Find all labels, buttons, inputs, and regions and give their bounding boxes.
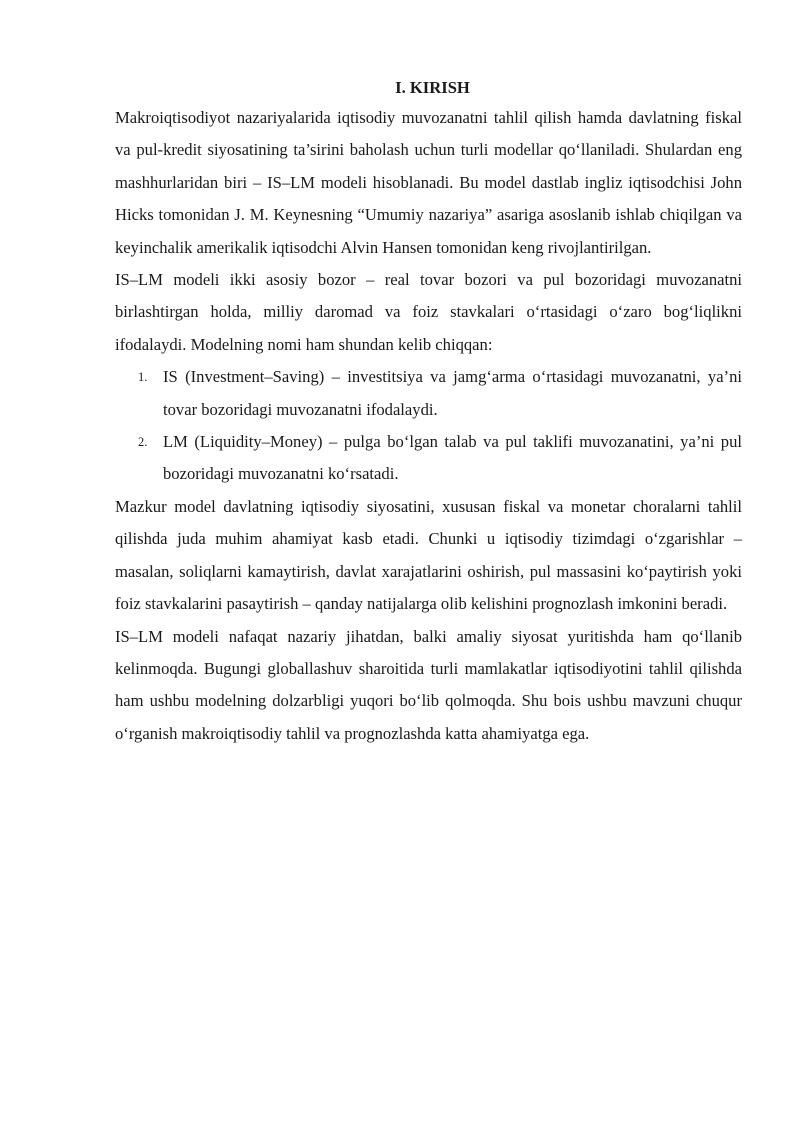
list-number: 1. [138,370,148,385]
paragraph-relevance: IS–LM modeli nafaqat nazariy jihatdan, balki amaliy siyosat yuritishda ham qo‘llanib kelinmoqda. Bugungi globallashuv sharoitida turli mamlakatlar iqtisodiyotini tahlil qilishda ham ushbu modelning dolzarbligi yuqori bo‘lib qolmoqda. Shu bois ushbu mavzuni chuqur o‘rganish makroiqtisodiy tahlil va prognozlashda katta ahamiyatga ega. [115,626,742,743]
section-heading: I. KIRISH [395,78,470,97]
list-item-text: LM (Liquidity–Money) – pulga bo‘lgan talab va pul taklifi muvozanatini, ya’ni pul bozoridagi muvozanatni ko‘rsatadi. [163,432,742,484]
list-number: 2. [138,435,148,450]
paragraph-intro: Makroiqtisodiyot nazariyalarida iqtisodiy muvozanatni tahlil qilish hamda davlatning fiskal va pul-kredit siyosatining ta’sirini baholash uchun turli modellar qo‘llaniladi. Shulardan eng mashhurlaridan biri – IS–LM modeli hisoblanadi. Bu model dastlab ingliz iqtisodchisi John Hicks tomonidan J. M. Keynesning “Umumiy nazariya” asariga asoslanib ishlab chiqilgan va keyinchalik amerikalik iqtisodchi Alvin Hansen tomonidan keng rivojlantirilgan. [115,108,742,257]
list-item-is [115,361,742,426]
document-page [115,74,742,750]
list-item-lm [115,426,742,491]
model-name-list [115,361,742,491]
paragraph-policy-analysis: Mazkur model davlatning iqtisodiy siyosatini, xususan fiskal va monetar choralarni tahlil qilishda juda muhim ahamiyat kasb etadi. Chunki u iqtisodiy tizimdagi o‘zgarishlar – masalan, soliqlarni kamaytirish, davlat xarajatlarini oshirish, pul massasini ko‘paytirish yoki foiz stavkalarini pasaytirish – qanday natijalarga olib kelishini prognozlash imkonini beradi. [115,496,742,614]
paragraph-islm-markets: IS–LM modeli ikki asosiy bozor – real tovar bozori va pul bozoridagi muvozanatni birlashtirgan holda, milliy daromad va foiz stavkalari o‘rtasidagi o‘zaro bog‘liqlikni ifodalaydi. Modelning nomi ham shundan kelib chiqqan: [115,270,742,354]
list-item-text: IS (Investment–Saving) – investitsiya va jamg‘arma o‘rtasidagi muvozanatni, ya’ni tovar bozoridagi muvozanatni ifodalaydi. [163,367,742,419]
